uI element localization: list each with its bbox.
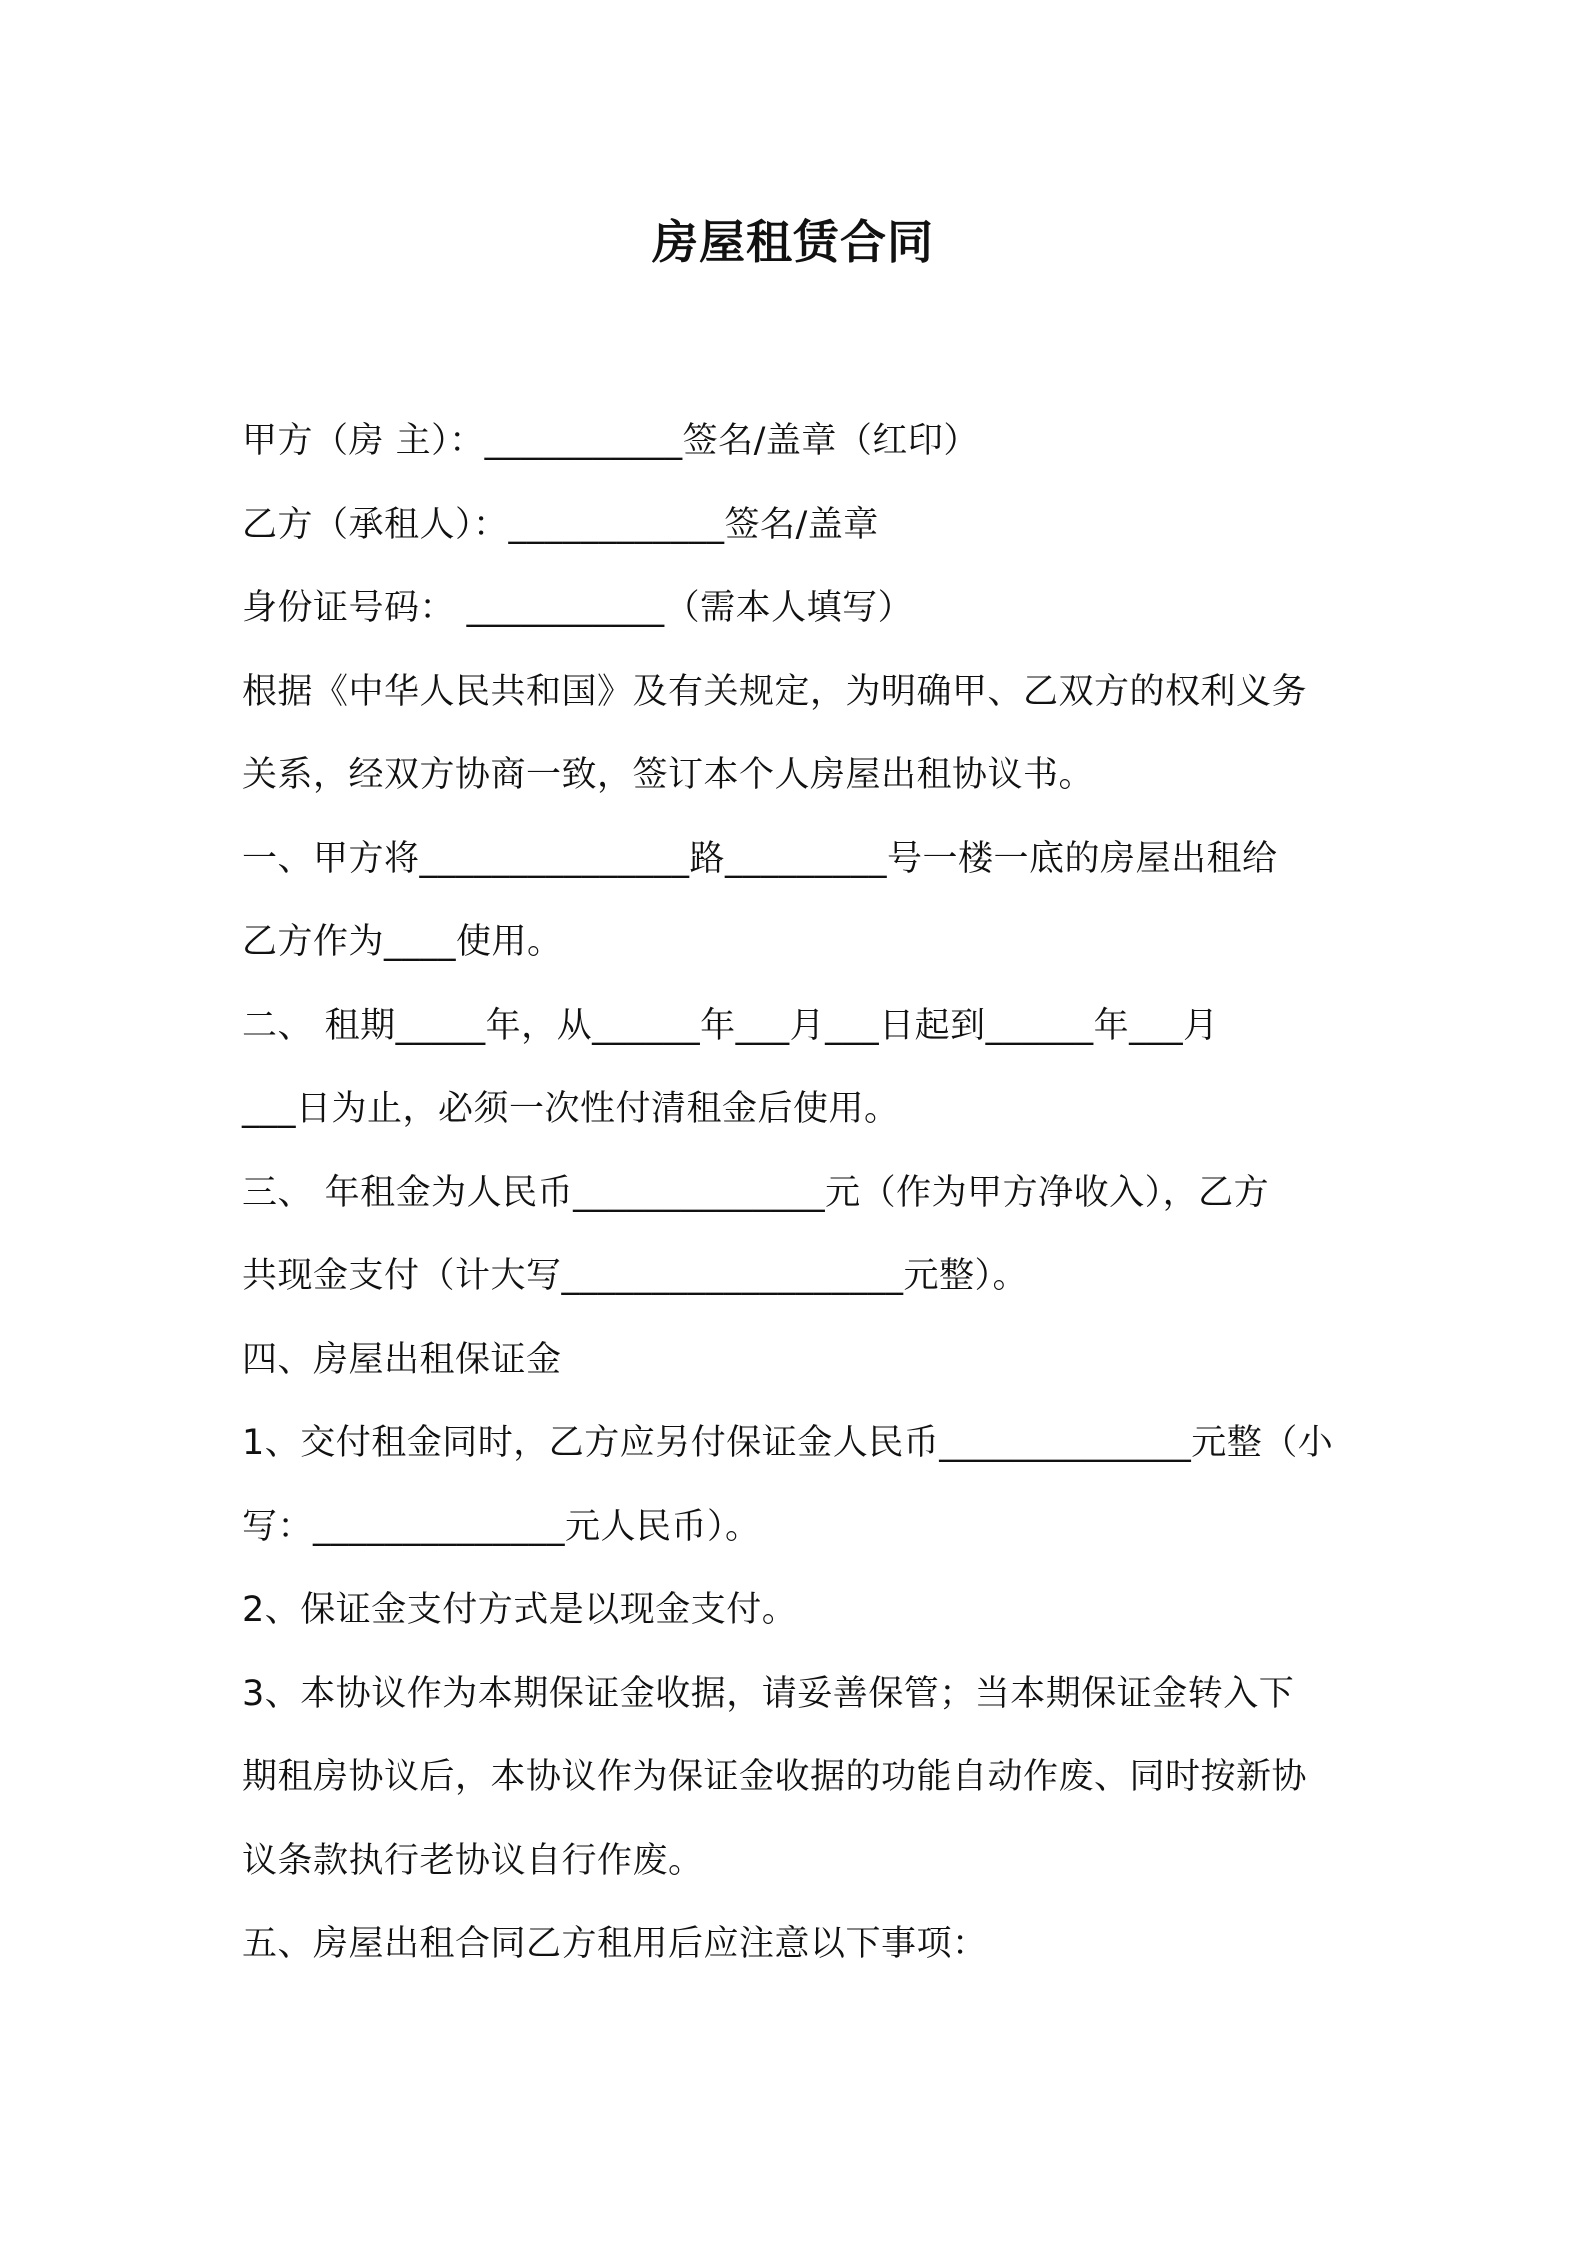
clause-3-line-1: 三、 年租金为人民币______________元（作为甲方净收入），乙方: [242, 1172, 1270, 1213]
landlord-line: 甲方（房 主）：___________签名/盖章（红印）: [242, 421, 979, 461]
preamble-line-2: 关系，经双方协商一致，签订本个人房屋出租协议书。: [242, 755, 1095, 795]
clause-4-heading: 四、房屋出租保证金: [242, 1339, 562, 1380]
clause-4-item-3-line-1: 3、本协议作为本期保证金收据，请妥善保管；当本期保证金转入下: [242, 1673, 1295, 1714]
clause-4-item-1-line-2: 写：______________元人民币）。: [242, 1506, 761, 1547]
page-title: 房屋租赁合同: [652, 215, 934, 269]
clause-4-item-2: 2、保证金支付方式是以现金支付。: [242, 1590, 798, 1630]
clause-1-line-1: 一、甲方将_______________路_________号一楼一底的房屋出租给: [242, 838, 1278, 879]
clause-5-heading: 五、房屋出租合同乙方租用后应注意以下事项：: [242, 1924, 988, 1964]
clause-4-item-3-line-2: 期租房协议后，本协议作为保证金收据的功能自动作废、同时按新协: [242, 1757, 1308, 1797]
clause-1-line-2: 乙方作为____使用。: [242, 922, 563, 962]
clause-4-item-3-line-3: 议条款执行老协议自行作废。: [242, 1840, 704, 1881]
id-number-line: 身份证号码： ___________（需本人填写）: [242, 588, 914, 628]
preamble-line-1: 根据《中华人民共和国》及有关规定，为明确甲、乙双方的权利义务: [242, 671, 1308, 712]
tenant-line: 乙方（承租人）：____________签名/盖章: [242, 504, 879, 545]
clause-2-line-2: ___日为止，必须一次性付清租金后使用。: [242, 1089, 900, 1129]
contract-body: [242, 400, 1362, 1987]
clause-3-line-2: 共现金支付（计大写___________________元整）。: [242, 1256, 1029, 1296]
clause-2-line-1: 二、 租期_____年，从______年___月___日起到______年___月: [242, 1005, 1219, 1046]
clause-4-item-1-line-1: 1、交付租金同时，乙方应另付保证金人民币______________元整（小: [242, 1423, 1334, 1463]
